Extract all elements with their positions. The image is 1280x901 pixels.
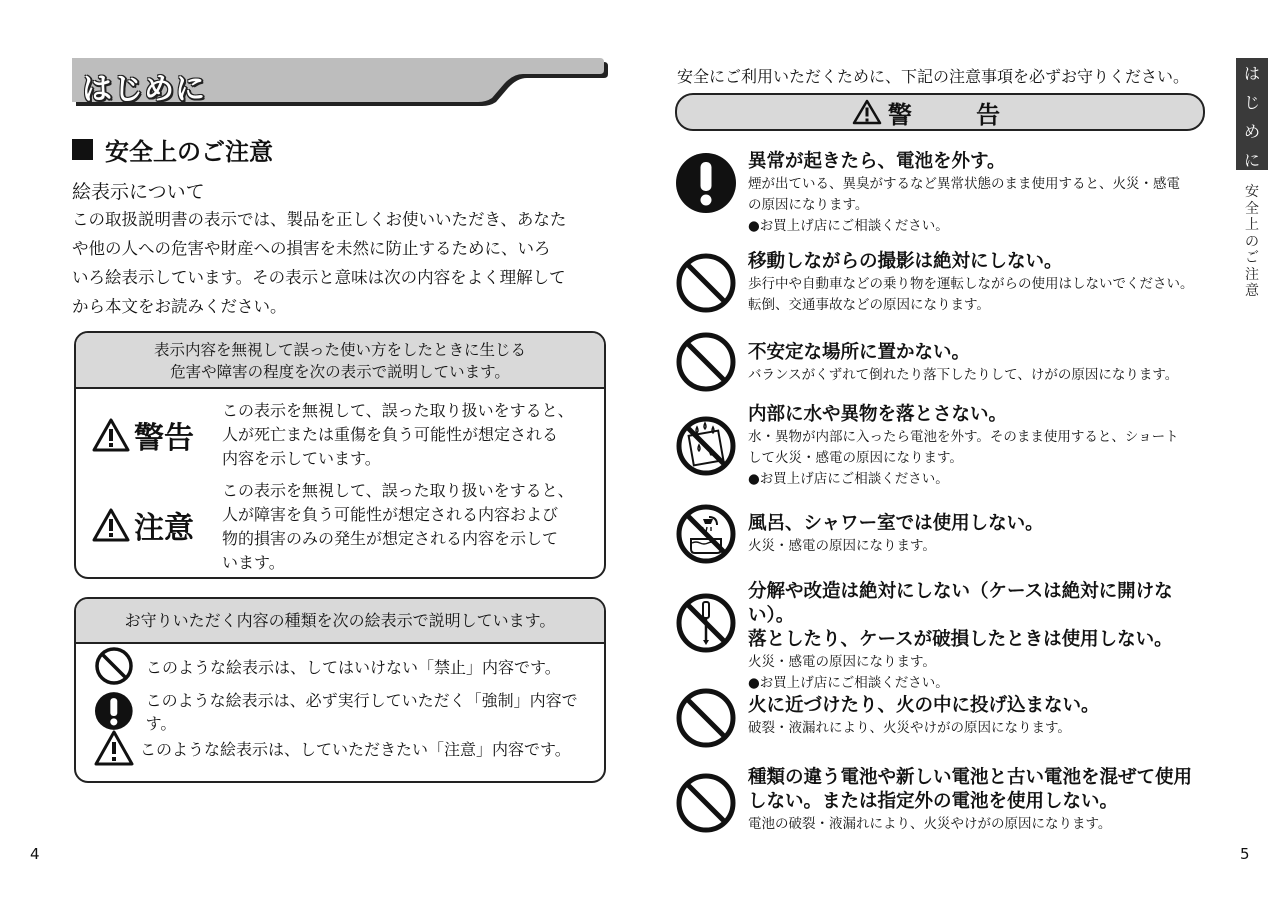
side-label-char: 全 <box>1245 200 1259 217</box>
item-text: の原因になります。 <box>748 197 869 213</box>
hazard-levels-box <box>74 331 606 579</box>
warning-item <box>675 250 1215 320</box>
intro-line: や他の人への危害や財産への損害を未然に防止するために、いろ <box>72 239 551 258</box>
side-tab-char: に <box>1243 151 1260 170</box>
item-text: して火災・感電の原因になります。 <box>748 450 963 466</box>
caution-triangle-icon <box>94 730 134 766</box>
warning-triangle-icon <box>852 99 882 125</box>
section-side-label <box>1240 184 1264 300</box>
warning-banner-text: 警 告 <box>887 100 1029 129</box>
symbol-types-box <box>74 597 606 783</box>
chapter-title: はじめに <box>82 72 206 107</box>
warning-item <box>675 766 1215 846</box>
item-text: バランスがくずれて倒れたり落下したりして、けがの原因になります。 <box>748 367 1179 383</box>
chapter-side-tab <box>1236 58 1268 170</box>
side-label-char: 上 <box>1245 217 1259 233</box>
warning-item <box>675 580 1215 691</box>
warning-description <box>222 399 594 471</box>
warning-item <box>675 403 1215 493</box>
no-shower-icon <box>675 503 737 565</box>
side-label-char: ご <box>1245 250 1259 266</box>
item-text: 歩行中や自動車などの乗り物を運転しながらの使用はしないでください。 <box>748 276 1194 292</box>
no-water-icon <box>675 415 737 477</box>
side-label-char: 安 <box>1245 184 1259 200</box>
item-text: 火災・感電の原因になります。 <box>748 538 936 554</box>
symbol-row-text: このような絵表示は、必ず実行していただく「強制」内容です。 <box>145 691 578 733</box>
intro-line: から本文をお読みください。 <box>72 297 287 316</box>
intro-line: この取扱説明書の表示では、製品を正しくお使いいただき、あなた <box>72 210 567 229</box>
prohibition-icon <box>675 772 737 834</box>
item-text: 破裂・液漏れにより、火災やけがの原因になります。 <box>748 720 1071 736</box>
square-bullet-icon <box>72 139 93 160</box>
item-text: 転倒、交通事故などの原因になります。 <box>748 297 990 313</box>
symbol-types-header: お守りいただく内容の種類を次の絵表示で説明しています。 <box>76 599 604 644</box>
side-label-char: の <box>1245 233 1259 250</box>
symbol-row-prohibition <box>94 646 561 686</box>
header-line: 危害や障害の程度を次の表示で説明しています。 <box>170 363 510 381</box>
hazard-levels-header <box>76 333 604 389</box>
caution-description <box>222 479 594 575</box>
item-text: 水・異物が内部に入ったら電池を外す。そのまま使用すると、ショート <box>748 429 1179 445</box>
warning-item <box>675 341 1215 401</box>
item-text: ●お買上げ店にご相談ください。 <box>748 471 949 487</box>
desc-line: 人が障害を負う可能性が想定される内容および <box>222 505 559 524</box>
item-title: 風呂、シャワー室では使用しない。 <box>748 513 1044 534</box>
prohibition-icon <box>675 331 737 393</box>
symbol-row-text: このような絵表示は、してはいけない「禁止」内容です。 <box>146 657 561 677</box>
warning-item <box>675 150 1215 240</box>
warning-triangle-icon <box>92 418 130 452</box>
side-tab-char: は <box>1243 64 1260 83</box>
side-tab-char: じ <box>1243 93 1260 112</box>
symbol-row-text: このような絵表示は、していただきたい「注意」内容です。 <box>140 739 571 759</box>
side-tab-char: め <box>1243 122 1260 141</box>
item-title: 不安定な場所に置かない。 <box>748 342 971 363</box>
item-title: しない。または指定外の電池を使用しない。 <box>748 791 1119 812</box>
item-title: 移動しながらの撮影は絶対にしない。 <box>748 251 1063 272</box>
prohibition-icon <box>675 252 737 314</box>
caution-label: 注意 <box>134 511 194 546</box>
prohibition-icon <box>94 646 134 686</box>
warning-label: 警告 <box>134 421 194 456</box>
warning-item <box>675 694 1215 754</box>
page-number-right: 5 <box>1240 845 1250 863</box>
item-title: 火に近づけたり、火の中に投げ込まない。 <box>748 695 1100 716</box>
caution-triangle-icon <box>92 508 130 542</box>
item-title: 分解や改造は絶対にしない（ケースは絶対に開けない）。 <box>748 581 1173 626</box>
desc-line: 物的損害のみの発生が想定される内容を示して <box>222 529 559 548</box>
item-text: ●お買上げ店にご相談ください。 <box>748 218 949 234</box>
side-label-char: 意 <box>1245 283 1259 299</box>
item-text: 火災・感電の原因になります。 <box>748 654 936 670</box>
mandatory-icon <box>94 691 134 731</box>
section-heading <box>72 132 273 167</box>
item-text: ●お買上げ店にご相談ください。 <box>748 675 949 691</box>
symbol-row-mandatory <box>94 688 604 734</box>
safety-note: 安全にご利用いただくために、下記の注意事項を必ずお守りください。 <box>677 67 1190 86</box>
desc-line: 人が死亡または重傷を負う可能性が想定される <box>222 425 559 444</box>
item-title: 内部に水や異物を落とさない。 <box>748 404 1008 425</box>
side-label-char: 注 <box>1245 266 1259 283</box>
sub-heading: 絵表示について <box>72 181 205 203</box>
warning-banner <box>675 93 1205 131</box>
no-disassembly-icon <box>675 592 737 654</box>
item-text: 煙が出ている、異臭がするなど異常状態のまま使用すると、火災・感電 <box>748 176 1180 192</box>
symbol-row-caution <box>94 730 571 766</box>
desc-line: 内容を示しています。 <box>222 449 381 468</box>
warning-item <box>675 512 1215 572</box>
header-line: 表示内容を無視して誤った使い方をしたときに生じる <box>153 341 526 359</box>
item-title: 種類の違う電池や新しい電池と古い電池を混ぜて使用 <box>748 767 1193 788</box>
item-text: 電池の破裂・液漏れにより、火災やけがの原因になります。 <box>748 816 1112 832</box>
intro-paragraph <box>72 205 608 321</box>
desc-line: この表示を無視して、誤った取り扱いをすると、 <box>222 401 574 420</box>
intro-line: いろ絵表示しています。その表示と意味は次の内容をよく理解して <box>72 268 566 287</box>
mandatory-icon <box>675 152 737 214</box>
desc-line: この表示を無視して、誤った取り扱いをすると、 <box>222 481 574 500</box>
desc-line: います。 <box>222 553 285 572</box>
item-title: 異常が起きたら、電池を外す。 <box>748 151 1006 172</box>
prohibition-icon <box>675 687 737 749</box>
item-title: 落としたり、ケースが破損したときは使用しない。 <box>748 629 1173 650</box>
chapter-title-banner <box>72 58 608 110</box>
page-number-left: 4 <box>30 845 40 863</box>
section-heading-text: 安全上のご注意 <box>105 138 273 166</box>
